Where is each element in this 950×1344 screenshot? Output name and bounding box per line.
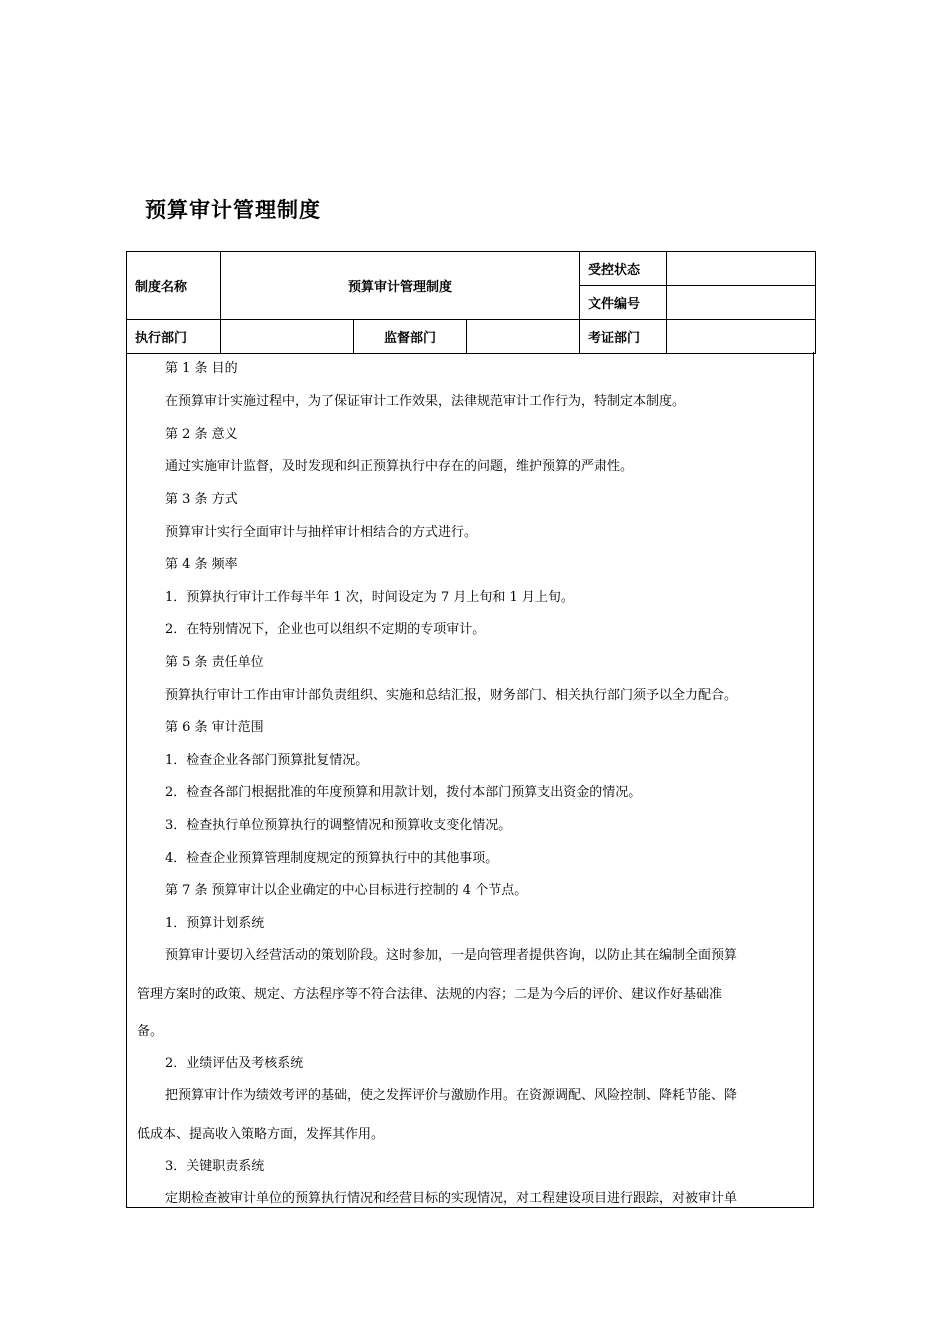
article-7-item-2-heading: 2．业绩评估及考核系统	[165, 1056, 304, 1071]
article-4-item-1: 1．预算执行审计工作每半年 1 次，时间设定为 7 月上旬和 1 月上旬。	[165, 590, 574, 605]
article-6-item-2: 2．检查各部门根据批准的年度预算和用款计划，拨付本部门预算支出资金的情况。	[165, 785, 642, 800]
article-5-heading: 第 5 条 责任单位	[165, 655, 264, 670]
policy-name-label: 制度名称	[127, 252, 221, 320]
article-7-heading: 第 7 条 预算审计以企业确定的中心目标进行控制的 4 个节点。	[165, 883, 528, 898]
eval-dept-label: 考证部门	[580, 320, 667, 354]
article-6-heading: 第 6 条 审计范围	[165, 720, 264, 735]
article-7-item-3-heading: 3．关键职责系统	[165, 1159, 265, 1174]
meta-table	[126, 251, 816, 354]
article-3-text: 预算审计实行全面审计与抽样审计相结合的方式进行。	[165, 525, 478, 540]
article-3-heading: 第 3 条 方式	[165, 492, 238, 507]
document-title: 预算审计管理制度	[145, 198, 321, 222]
file-number-label: 文件编号	[580, 286, 667, 320]
article-7-item-1-text-2: 管理方案时的政策、规定、方法程序等不符合法律、法规的内容；二是为今后的评价、建议作好基础准	[137, 987, 723, 1002]
article-1-text: 在预算审计实施过程中，为了保证审计工作效果，法律规范审计工作行为，特制定本制度。	[165, 394, 686, 409]
supervise-dept-value	[467, 320, 580, 354]
supervise-dept-label: 监督部门	[354, 320, 467, 354]
policy-body	[126, 352, 814, 1208]
article-2-text: 通过实施审计监督，及时发现和纠正预算执行中存在的问题，维护预算的严肃性。	[165, 459, 634, 474]
article-1-heading: 第 1 条 目的	[165, 361, 238, 376]
control-status-label: 受控状态	[580, 252, 667, 286]
exec-dept-label: 执行部门	[127, 320, 221, 354]
article-5-text: 预算执行审计工作由审计部负责组织、实施和总结汇报，财务部门、相关执行部门须予以全力配合。	[165, 688, 738, 703]
policy-name-value: 预算审计管理制度	[221, 252, 580, 320]
article-4-item-2: 2．在特别情况下，企业也可以组织不定期的专项审计。	[165, 622, 486, 637]
article-2-heading: 第 2 条 意义	[165, 427, 238, 442]
article-6-item-4: 4．检查企业预算管理制度规定的预算执行中的其他事项。	[165, 851, 499, 866]
article-7-item-3-text-1: 定期检查被审计单位的预算执行情况和经营目标的实现情况，对工程建设项目进行跟踪，对被审计单	[165, 1191, 738, 1206]
eval-dept-value	[667, 320, 816, 354]
exec-dept-value	[221, 320, 354, 354]
article-7-item-2-text-1: 把预算审计作为绩效考评的基础，使之发挥评价与激励作用。在资源调配、风险控制、降耗节能、降	[165, 1088, 738, 1103]
article-6-item-1: 1．检查企业各部门预算批复情况。	[165, 753, 369, 768]
article-6-item-3: 3．检查执行单位预算执行的调整情况和预算收支变化情况。	[165, 818, 512, 833]
article-7-item-2-text-2: 低成本、提高收入策略方面，发挥其作用。	[137, 1127, 385, 1142]
article-7-item-1-heading: 1．预算计划系统	[165, 916, 265, 931]
article-7-item-1-text-3: 备。	[137, 1024, 164, 1039]
article-7-item-1-text-1: 预算审计要切入经营活动的策划阶段。这时参加，一是向管理者提供咨询，以防止其在编制全面预算	[165, 948, 738, 963]
file-number-value	[667, 286, 816, 320]
control-status-value	[667, 252, 816, 286]
article-4-heading: 第 4 条 频率	[165, 557, 238, 572]
